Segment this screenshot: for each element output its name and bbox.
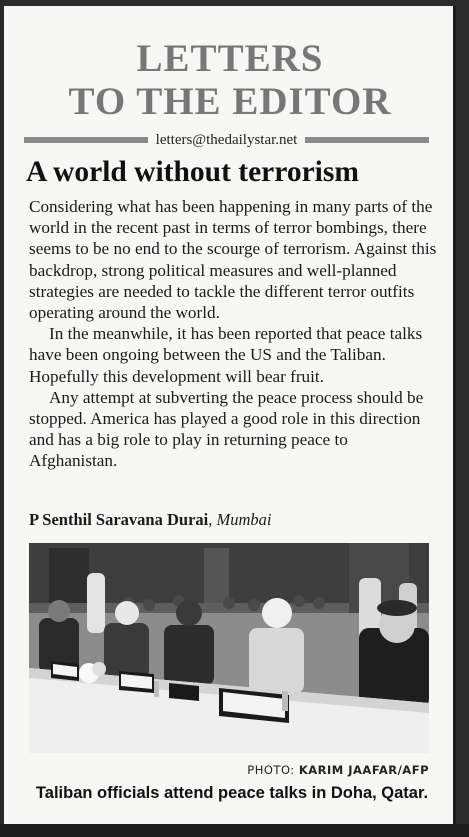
photo-caption: Taliban officials attend peace talks in Doha, Qatar. [35, 784, 429, 802]
left-rule [24, 137, 148, 143]
letter-headline: A world without terrorism [26, 156, 359, 188]
photo-credit-prefix: PHOTO: [247, 763, 299, 777]
photo-credit-name: KARIM JAAFAR/AFP [298, 763, 429, 777]
email-row [24, 130, 429, 150]
letter-paragraph-1: Considering what has been happening in many parts of the world in the recent past in terms of terror bombings, there seems to be no end to the scourge of terrorism. Against this backdrop, strong political measures and well-planned strategies are needed to tackle the different terror outfits operating around the world. [29, 197, 437, 323]
byline [29, 510, 439, 530]
letter-paragraph-3: Any attempt at subverting the peace process should be stopped. America has played a good role in this direction and has a big role to play in returning peace to Afghanistan. [29, 387, 424, 471]
section-title-line2: TO THE EDITOR [68, 80, 392, 123]
right-rule [305, 137, 429, 143]
photo-credit [29, 763, 429, 777]
author-city: Mumbai [216, 510, 272, 529]
editor-email: letters@thedailystar.net [155, 131, 298, 148]
newspaper-page [4, 6, 456, 824]
photo-illustration [29, 543, 429, 753]
page-bottom-edge [0, 824, 469, 837]
letter-body [29, 196, 439, 472]
author-name: P Senthil Saravana Durai [29, 510, 209, 529]
letter-paragraph-2: In the meanwhile, it has been reported that peace talks have been ongoing between the US and the Taliban. Hopefully this development will bear fruit. [29, 324, 423, 386]
section-title-line1: LETTERS [136, 37, 324, 80]
byline-separator: , [208, 510, 217, 529]
news-photo [29, 543, 429, 753]
